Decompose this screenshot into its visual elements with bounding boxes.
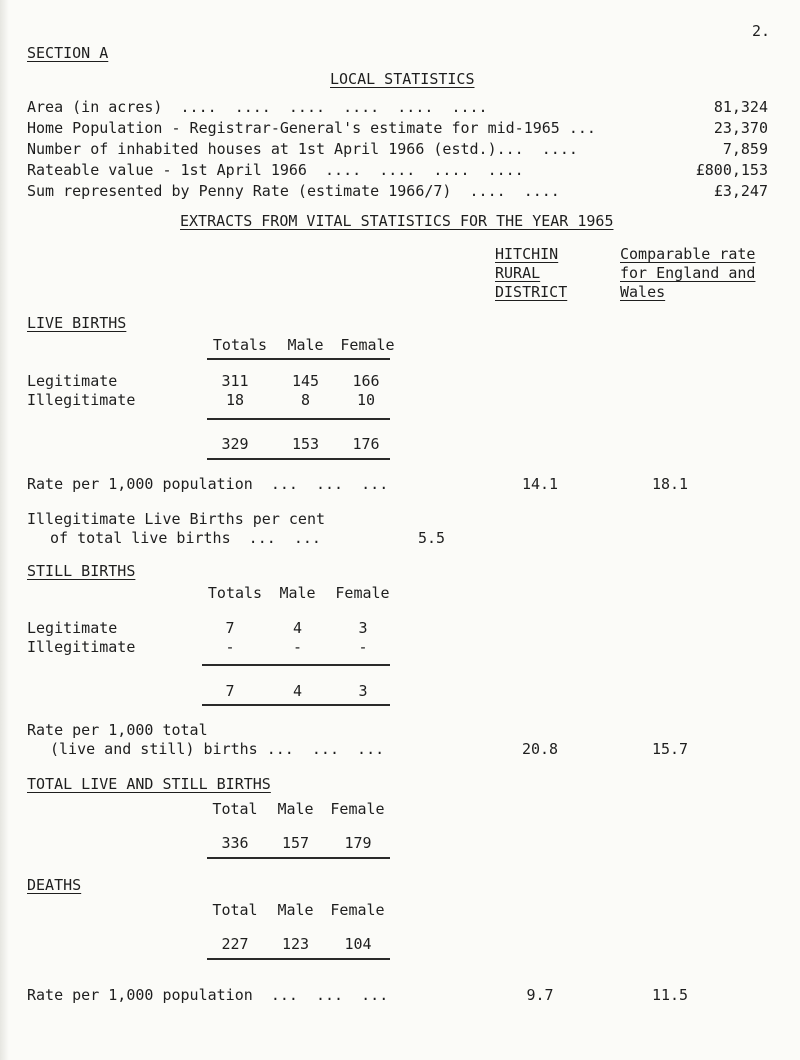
column-header: Female [335, 584, 390, 602]
column-header: Total [212, 800, 258, 818]
district-column-heading: RURAL [495, 264, 541, 282]
cell: 8 [300, 391, 311, 409]
stat-label: Home Population - Registrar-General's estimate for mid-1965 ... [27, 119, 596, 137]
england-rate: 15.7 [651, 740, 689, 758]
column-header: Male [277, 800, 314, 818]
rate-label: Rate per 1,000 population ... ... ... [27, 475, 389, 493]
england-rate: 18.1 [651, 475, 689, 493]
cell: 336 [221, 834, 249, 852]
column-header: Male [287, 336, 324, 354]
comparable-column-heading: Comparable rate [620, 245, 756, 263]
stat-value: 23,370 [713, 119, 768, 137]
total-cell: 329 [221, 435, 249, 453]
stat-value: £800,153 [695, 161, 768, 179]
district-column-heading: HITCHIN [495, 245, 559, 263]
section-heading: SECTION A [27, 44, 109, 62]
column-header: Female [330, 800, 385, 818]
total-cell: 153 [291, 435, 320, 453]
cell: 166 [352, 372, 380, 390]
row-label: Legitimate [27, 372, 118, 390]
cell: 18 [225, 391, 245, 409]
comparable-column-heading: for England and [620, 264, 756, 282]
stat-value: 7,859 [722, 140, 768, 158]
bottom-rule [202, 704, 390, 706]
totals-rule [202, 664, 390, 666]
column-header: Totals [212, 336, 268, 354]
cell: 104 [344, 935, 372, 953]
rate-label: Rate per 1,000 total [27, 721, 208, 739]
stat-value: 81,324 [713, 98, 768, 116]
illegitimate-label: Illegitimate Live Births per cent [27, 510, 326, 528]
comparable-column-heading: Wales [620, 283, 666, 301]
cell: 123 [281, 935, 310, 953]
total-cell: 4 [292, 682, 303, 700]
stat-label: Area (in acres) .... .... .... .... .... .... [27, 98, 488, 116]
illegitimate-label: of total live births ... ... [50, 529, 321, 547]
stat-value: £3,247 [713, 182, 768, 200]
cell: 145 [291, 372, 320, 390]
extracts-heading: EXTRACTS FROM VITAL STATISTICS FOR THE YEAR 1965 [180, 212, 614, 230]
england-rate: 11.5 [651, 986, 689, 1004]
cell: - [292, 638, 303, 656]
bottom-rule [207, 857, 390, 859]
live-births-heading: LIVE BIRTHS [27, 314, 127, 332]
scan-edge-shadow [0, 0, 9, 1060]
still-births-heading: STILL BIRTHS [27, 562, 136, 580]
page-title: LOCAL STATISTICS [330, 70, 475, 88]
column-header: Totals [207, 584, 263, 602]
row-label: Legitimate [27, 619, 118, 637]
cell: 311 [221, 372, 249, 390]
bottom-rule [207, 458, 390, 460]
district-rate: 9.7 [526, 986, 554, 1004]
stat-label: Rateable value - 1st April 1966 .... .... .... .... [27, 161, 524, 179]
totals-rule [207, 418, 390, 420]
row-label: Illegitimate [27, 638, 136, 656]
stat-label: Number of inhabited houses at 1st April 1966 (estd.)... .... [27, 140, 578, 158]
cell: 7 [225, 619, 235, 637]
district-rate: 20.8 [521, 740, 559, 758]
column-header: Female [330, 901, 385, 919]
column-header: Female [340, 336, 395, 354]
rate-label: (live and still) births ... ... ... [50, 740, 385, 758]
bottom-rule [207, 958, 390, 960]
cell: 157 [281, 834, 310, 852]
district-column-heading: DISTRICT [495, 283, 568, 301]
column-header: Male [277, 901, 314, 919]
page-number: 2. [752, 22, 771, 40]
cell: 4 [292, 619, 303, 637]
cell: - [225, 638, 235, 656]
cell: 179 [344, 834, 372, 852]
total-cell: 7 [225, 682, 235, 700]
cell: - [358, 638, 368, 656]
total-cell: 3 [358, 682, 368, 700]
cell: 3 [358, 619, 368, 637]
total-cell: 176 [352, 435, 380, 453]
column-header: Total [212, 901, 258, 919]
column-header: Male [279, 584, 316, 602]
stat-label: Sum represented by Penny Rate (estimate 1966/7) .... .... [27, 182, 560, 200]
cell: 227 [221, 935, 249, 953]
total-births-heading: TOTAL LIVE AND STILL BIRTHS [27, 775, 271, 793]
row-label: Illegitimate [27, 391, 136, 409]
district-rate: 14.1 [521, 475, 559, 493]
header-rule [207, 358, 390, 360]
deaths-heading: DEATHS [27, 876, 82, 894]
illegitimate-percent: 5.5 [418, 529, 446, 547]
rate-label: Rate per 1,000 population ... ... ... [27, 986, 389, 1004]
cell: 10 [356, 391, 376, 409]
